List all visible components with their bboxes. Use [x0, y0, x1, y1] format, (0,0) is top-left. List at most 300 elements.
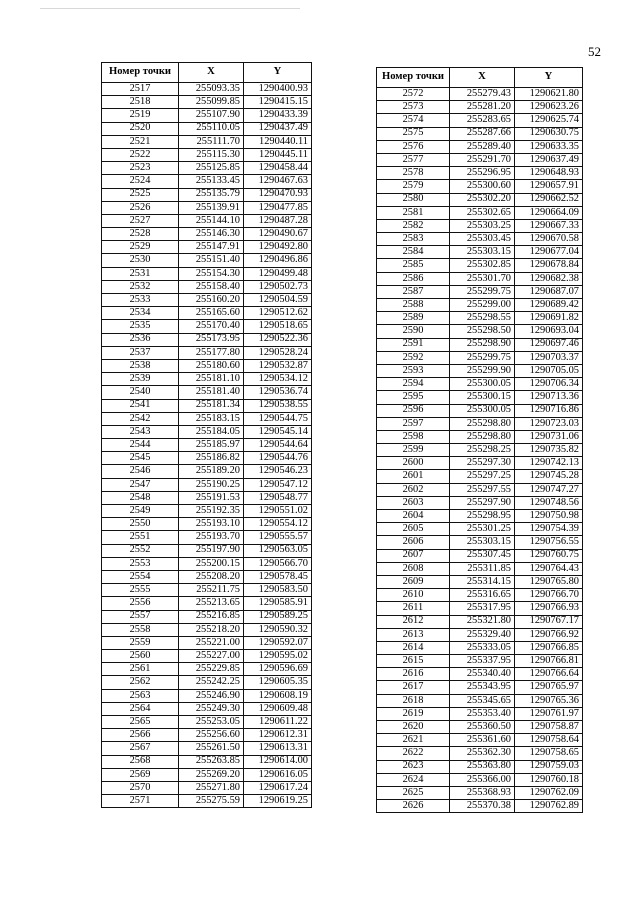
table-row — [102, 795, 312, 808]
table-row — [102, 636, 312, 649]
x-coordinate-cell: 255181.10 — [179, 373, 244, 386]
x-coordinate-cell: 255227.00 — [179, 650, 244, 663]
y-coordinate-cell: 1290706.34 — [515, 378, 583, 391]
point-number-cell: 2610 — [377, 589, 450, 602]
point-number-cell: 2617 — [377, 681, 450, 694]
table-row — [102, 280, 312, 293]
point-number-cell: 2561 — [102, 663, 179, 676]
point-number-cell: 2624 — [377, 773, 450, 786]
point-number-cell: 2614 — [377, 641, 450, 654]
point-number-cell: 2584 — [377, 246, 450, 259]
x-coordinate-cell: 255297.25 — [450, 470, 515, 483]
point-number-cell: 2579 — [377, 180, 450, 193]
y-coordinate-cell: 1290750.98 — [515, 510, 583, 523]
point-number-cell: 2619 — [377, 707, 450, 720]
x-coordinate-cell: 255302.85 — [450, 259, 515, 272]
y-coordinate-cell: 1290766.92 — [515, 628, 583, 641]
point-number-cell: 2600 — [377, 457, 450, 470]
x-coordinate-cell: 255249.30 — [179, 702, 244, 715]
y-coordinate-cell: 1290592.07 — [244, 636, 312, 649]
point-number-cell: 2570 — [102, 781, 179, 794]
table-row — [102, 162, 312, 175]
y-coordinate-cell: 1290534.12 — [244, 373, 312, 386]
x-coordinate-cell: 255229.85 — [179, 663, 244, 676]
x-coordinate-cell: 255135.79 — [179, 188, 244, 201]
x-coordinate-cell: 255303.45 — [450, 233, 515, 246]
x-coordinate-cell: 255300.60 — [450, 180, 515, 193]
table-row — [377, 127, 583, 140]
table-row — [102, 781, 312, 794]
table-row — [102, 584, 312, 597]
y-coordinate-cell: 1290745.28 — [515, 470, 583, 483]
x-coordinate-cell: 255191.53 — [179, 491, 244, 504]
point-number-cell: 2625 — [377, 786, 450, 799]
x-coordinate-cell: 255107.90 — [179, 109, 244, 122]
y-coordinate-cell: 1290548.77 — [244, 491, 312, 504]
y-coordinate-cell: 1290445.11 — [244, 148, 312, 161]
table-body-left — [102, 83, 312, 808]
y-coordinate-cell: 1290613.31 — [244, 742, 312, 755]
table-row — [377, 668, 583, 681]
table-row — [102, 175, 312, 188]
table-row — [102, 570, 312, 583]
x-coordinate-cell: 255147.91 — [179, 241, 244, 254]
y-coordinate-cell: 1290612.31 — [244, 729, 312, 742]
y-coordinate-cell: 1290566.70 — [244, 557, 312, 570]
y-coordinate-cell: 1290605.35 — [244, 676, 312, 689]
x-coordinate-cell: 255298.90 — [450, 338, 515, 351]
point-number-cell: 2540 — [102, 386, 179, 399]
x-coordinate-cell: 255177.80 — [179, 346, 244, 359]
table-row — [377, 786, 583, 799]
point-number-cell: 2558 — [102, 623, 179, 636]
y-coordinate-cell: 1290723.03 — [515, 417, 583, 430]
y-coordinate-cell: 1290608.19 — [244, 689, 312, 702]
x-coordinate-cell: 255271.80 — [179, 781, 244, 794]
point-number-cell: 2565 — [102, 716, 179, 729]
table-header-row — [102, 63, 312, 83]
point-number-cell: 2591 — [377, 338, 450, 351]
x-coordinate-cell: 255303.25 — [450, 219, 515, 232]
point-number-cell: 2595 — [377, 391, 450, 404]
x-coordinate-cell: 255253.05 — [179, 716, 244, 729]
y-coordinate-cell: 1290630.75 — [515, 127, 583, 140]
x-coordinate-cell: 255343.95 — [450, 681, 515, 694]
point-number-cell: 2594 — [377, 378, 450, 391]
table-row — [377, 285, 583, 298]
table-row — [102, 518, 312, 531]
point-number-cell: 2530 — [102, 254, 179, 267]
x-coordinate-cell: 255221.00 — [179, 636, 244, 649]
x-coordinate-cell: 255302.20 — [450, 193, 515, 206]
y-coordinate-cell: 1290762.09 — [515, 786, 583, 799]
table-row — [377, 470, 583, 483]
y-coordinate-cell: 1290433.39 — [244, 109, 312, 122]
point-number-cell: 2536 — [102, 333, 179, 346]
point-number-cell: 2523 — [102, 162, 179, 175]
point-number-cell: 2528 — [102, 228, 179, 241]
point-number-cell: 2524 — [102, 175, 179, 188]
x-coordinate-cell: 255146.30 — [179, 228, 244, 241]
point-number-cell: 2623 — [377, 760, 450, 773]
table-row — [102, 702, 312, 715]
table-row — [102, 399, 312, 412]
y-coordinate-cell: 1290545.14 — [244, 425, 312, 438]
y-coordinate-cell: 1290693.04 — [515, 325, 583, 338]
table-row — [102, 294, 312, 307]
table-row — [102, 122, 312, 135]
point-number-cell: 2596 — [377, 404, 450, 417]
table-row — [102, 346, 312, 359]
y-coordinate-cell: 1290596.69 — [244, 663, 312, 676]
table-row — [377, 721, 583, 734]
y-coordinate-cell: 1290614.00 — [244, 755, 312, 768]
x-coordinate-cell: 255283.65 — [450, 114, 515, 127]
x-coordinate-cell: 255316.65 — [450, 589, 515, 602]
point-number-cell: 2606 — [377, 536, 450, 549]
x-coordinate-cell: 255275.59 — [179, 795, 244, 808]
x-coordinate-cell: 255144.10 — [179, 214, 244, 227]
table-row — [377, 496, 583, 509]
x-coordinate-cell: 255345.65 — [450, 694, 515, 707]
table-row — [377, 773, 583, 786]
x-coordinate-cell: 255299.75 — [450, 351, 515, 364]
table-row — [377, 641, 583, 654]
y-coordinate-cell: 1290504.59 — [244, 294, 312, 307]
x-coordinate-cell: 255287.66 — [450, 127, 515, 140]
scan-artifact-line — [40, 8, 300, 12]
point-number-cell: 2609 — [377, 575, 450, 588]
point-number-cell: 2557 — [102, 610, 179, 623]
point-number-cell: 2538 — [102, 359, 179, 372]
x-coordinate-cell: 255180.60 — [179, 359, 244, 372]
y-coordinate-cell: 1290637.49 — [515, 153, 583, 166]
point-number-cell: 2569 — [102, 768, 179, 781]
x-coordinate-cell: 255213.65 — [179, 597, 244, 610]
x-coordinate-cell: 255298.80 — [450, 417, 515, 430]
table-row — [377, 510, 583, 523]
point-number-cell: 2604 — [377, 510, 450, 523]
x-coordinate-cell: 255300.05 — [450, 378, 515, 391]
point-number-cell: 2532 — [102, 280, 179, 293]
point-number-cell: 2616 — [377, 668, 450, 681]
x-coordinate-cell: 255208.20 — [179, 570, 244, 583]
y-coordinate-cell: 1290667.33 — [515, 219, 583, 232]
y-coordinate-cell: 1290716.86 — [515, 404, 583, 417]
table-row — [102, 478, 312, 491]
table-row — [102, 676, 312, 689]
point-number-cell: 2590 — [377, 325, 450, 338]
y-coordinate-cell: 1290609.48 — [244, 702, 312, 715]
point-number-cell: 2572 — [377, 88, 450, 101]
point-number-cell: 2622 — [377, 747, 450, 760]
x-coordinate-cell: 255302.65 — [450, 206, 515, 219]
point-number-cell: 2613 — [377, 628, 450, 641]
table-row — [377, 153, 583, 166]
y-coordinate-cell: 1290758.87 — [515, 721, 583, 734]
y-coordinate-cell: 1290758.65 — [515, 747, 583, 760]
x-coordinate-cell: 255362.30 — [450, 747, 515, 760]
table-row — [102, 768, 312, 781]
x-coordinate-cell: 255125.85 — [179, 162, 244, 175]
y-coordinate-cell: 1290754.39 — [515, 523, 583, 536]
point-number-cell: 2587 — [377, 285, 450, 298]
y-coordinate-cell: 1290765.97 — [515, 681, 583, 694]
point-number-cell: 2553 — [102, 557, 179, 570]
x-coordinate-cell: 255218.20 — [179, 623, 244, 636]
table-row — [102, 544, 312, 557]
point-number-cell: 2577 — [377, 153, 450, 166]
header-x: X — [450, 68, 515, 88]
point-number-cell: 2621 — [377, 734, 450, 747]
x-coordinate-cell: 255170.40 — [179, 320, 244, 333]
point-number-cell: 2566 — [102, 729, 179, 742]
point-number-cell: 2556 — [102, 597, 179, 610]
point-number-cell: 2575 — [377, 127, 450, 140]
x-coordinate-cell: 255298.25 — [450, 444, 515, 457]
x-coordinate-cell: 255281.20 — [450, 101, 515, 114]
header-point-number: Номер точки — [377, 68, 450, 88]
point-number-cell: 2517 — [102, 83, 179, 96]
x-coordinate-cell: 255333.05 — [450, 641, 515, 654]
x-coordinate-cell: 255298.95 — [450, 510, 515, 523]
table-row — [102, 465, 312, 478]
x-coordinate-cell: 255301.70 — [450, 272, 515, 285]
x-coordinate-cell: 255151.40 — [179, 254, 244, 267]
coordinates-table-left — [101, 62, 312, 808]
table-header-row — [377, 68, 583, 88]
x-coordinate-cell: 255353.40 — [450, 707, 515, 720]
table-row — [102, 623, 312, 636]
table-row — [102, 188, 312, 201]
table-row — [377, 523, 583, 536]
y-coordinate-cell: 1290546.23 — [244, 465, 312, 478]
y-coordinate-cell: 1290766.70 — [515, 589, 583, 602]
table-row — [102, 597, 312, 610]
y-coordinate-cell: 1290611.22 — [244, 716, 312, 729]
table-row — [377, 694, 583, 707]
x-coordinate-cell: 255261.50 — [179, 742, 244, 755]
table-row — [377, 734, 583, 747]
y-coordinate-cell: 1290742.13 — [515, 457, 583, 470]
y-coordinate-cell: 1290633.35 — [515, 140, 583, 153]
x-coordinate-cell: 255297.55 — [450, 483, 515, 496]
table-body-right — [377, 88, 583, 813]
x-coordinate-cell: 255115.30 — [179, 148, 244, 161]
header-x: X — [179, 63, 244, 83]
y-coordinate-cell: 1290619.25 — [244, 795, 312, 808]
table-row — [377, 88, 583, 101]
table-row — [377, 747, 583, 760]
x-coordinate-cell: 255303.15 — [450, 246, 515, 259]
y-coordinate-cell: 1290766.81 — [515, 655, 583, 668]
y-coordinate-cell: 1290731.06 — [515, 430, 583, 443]
table-row — [102, 83, 312, 96]
table-row — [377, 444, 583, 457]
point-number-cell: 2573 — [377, 101, 450, 114]
point-number-cell: 2531 — [102, 267, 179, 280]
y-coordinate-cell: 1290440.11 — [244, 135, 312, 148]
x-coordinate-cell: 255185.97 — [179, 439, 244, 452]
table-row — [102, 214, 312, 227]
x-coordinate-cell: 255279.43 — [450, 88, 515, 101]
point-number-cell: 2542 — [102, 412, 179, 425]
point-number-cell: 2593 — [377, 364, 450, 377]
table-row — [377, 575, 583, 588]
x-coordinate-cell: 255298.50 — [450, 325, 515, 338]
table-row — [102, 267, 312, 280]
y-coordinate-cell: 1290544.64 — [244, 439, 312, 452]
y-coordinate-cell: 1290544.76 — [244, 452, 312, 465]
y-coordinate-cell: 1290555.57 — [244, 531, 312, 544]
x-coordinate-cell: 255300.15 — [450, 391, 515, 404]
point-number-cell: 2549 — [102, 505, 179, 518]
point-number-cell: 2541 — [102, 399, 179, 412]
table-row — [377, 364, 583, 377]
y-coordinate-cell: 1290437.49 — [244, 122, 312, 135]
point-number-cell: 2607 — [377, 549, 450, 562]
table-row — [102, 452, 312, 465]
table-row — [102, 386, 312, 399]
x-coordinate-cell: 255329.40 — [450, 628, 515, 641]
table-row — [102, 307, 312, 320]
table-row — [102, 148, 312, 161]
x-coordinate-cell: 255299.75 — [450, 285, 515, 298]
point-number-cell: 2597 — [377, 417, 450, 430]
x-coordinate-cell: 255193.70 — [179, 531, 244, 544]
table-row — [377, 233, 583, 246]
y-coordinate-cell: 1290767.17 — [515, 615, 583, 628]
x-coordinate-cell: 255301.25 — [450, 523, 515, 536]
x-coordinate-cell: 255263.85 — [179, 755, 244, 768]
table-row — [377, 681, 583, 694]
y-coordinate-cell: 1290766.85 — [515, 641, 583, 654]
y-coordinate-cell: 1290764.43 — [515, 562, 583, 575]
y-coordinate-cell: 1290748.56 — [515, 496, 583, 509]
point-number-cell: 2615 — [377, 655, 450, 668]
y-coordinate-cell: 1290664.09 — [515, 206, 583, 219]
x-coordinate-cell: 255361.60 — [450, 734, 515, 747]
table-row — [102, 96, 312, 109]
table-row — [377, 219, 583, 232]
y-coordinate-cell: 1290705.05 — [515, 364, 583, 377]
x-coordinate-cell: 255111.70 — [179, 135, 244, 148]
point-number-cell: 2598 — [377, 430, 450, 443]
x-coordinate-cell: 255298.55 — [450, 312, 515, 325]
y-coordinate-cell: 1290547.12 — [244, 478, 312, 491]
point-number-cell: 2525 — [102, 188, 179, 201]
y-coordinate-cell: 1290697.46 — [515, 338, 583, 351]
x-coordinate-cell: 255297.90 — [450, 496, 515, 509]
point-number-cell: 2589 — [377, 312, 450, 325]
x-coordinate-cell: 255211.75 — [179, 584, 244, 597]
point-number-cell: 2551 — [102, 531, 179, 544]
point-number-cell: 2568 — [102, 755, 179, 768]
table-row — [102, 491, 312, 504]
y-coordinate-cell: 1290765.36 — [515, 694, 583, 707]
y-coordinate-cell: 1290760.18 — [515, 773, 583, 786]
y-coordinate-cell: 1290648.93 — [515, 167, 583, 180]
table-row — [377, 602, 583, 615]
table-row — [377, 800, 583, 813]
table-row — [102, 729, 312, 742]
table-row — [377, 549, 583, 562]
table-row — [102, 241, 312, 254]
table-row — [377, 246, 583, 259]
point-number-cell: 2620 — [377, 721, 450, 734]
table-row — [377, 140, 583, 153]
x-coordinate-cell: 255133.45 — [179, 175, 244, 188]
point-number-cell: 2618 — [377, 694, 450, 707]
table-row — [102, 610, 312, 623]
coordinates-table-right — [376, 67, 583, 813]
table-row — [377, 351, 583, 364]
y-coordinate-cell: 1290625.74 — [515, 114, 583, 127]
y-coordinate-cell: 1290585.91 — [244, 597, 312, 610]
table-row — [102, 755, 312, 768]
point-number-cell: 2567 — [102, 742, 179, 755]
point-number-cell: 2520 — [102, 122, 179, 135]
table-row — [377, 589, 583, 602]
table-row — [377, 259, 583, 272]
point-number-cell: 2534 — [102, 307, 179, 320]
y-coordinate-cell: 1290522.36 — [244, 333, 312, 346]
table-row — [102, 201, 312, 214]
point-number-cell: 2581 — [377, 206, 450, 219]
table-row — [102, 109, 312, 122]
y-coordinate-cell: 1290617.24 — [244, 781, 312, 794]
x-coordinate-cell: 255366.00 — [450, 773, 515, 786]
y-coordinate-cell: 1290762.89 — [515, 800, 583, 813]
x-coordinate-cell: 255298.80 — [450, 430, 515, 443]
y-coordinate-cell: 1290583.50 — [244, 584, 312, 597]
table-row — [377, 430, 583, 443]
table-row — [377, 417, 583, 430]
point-number-cell: 2611 — [377, 602, 450, 615]
point-number-cell: 2586 — [377, 272, 450, 285]
point-number-cell: 2571 — [102, 795, 179, 808]
x-coordinate-cell: 255190.25 — [179, 478, 244, 491]
x-coordinate-cell: 255184.05 — [179, 425, 244, 438]
table-row — [102, 425, 312, 438]
table-row — [377, 404, 583, 417]
table-row — [377, 325, 583, 338]
x-coordinate-cell: 255363.80 — [450, 760, 515, 773]
point-number-cell: 2626 — [377, 800, 450, 813]
point-number-cell: 2552 — [102, 544, 179, 557]
point-number-cell: 2529 — [102, 241, 179, 254]
point-number-cell: 2537 — [102, 346, 179, 359]
y-coordinate-cell: 1290623.26 — [515, 101, 583, 114]
y-coordinate-cell: 1290687.07 — [515, 285, 583, 298]
table-row — [102, 650, 312, 663]
table-row — [377, 312, 583, 325]
y-coordinate-cell: 1290518.65 — [244, 320, 312, 333]
x-coordinate-cell: 255368.93 — [450, 786, 515, 799]
header-point-number: Номер точки — [102, 63, 179, 83]
x-coordinate-cell: 255269.20 — [179, 768, 244, 781]
table-row — [377, 536, 583, 549]
y-coordinate-cell: 1290756.55 — [515, 536, 583, 549]
x-coordinate-cell: 255317.95 — [450, 602, 515, 615]
y-coordinate-cell: 1290467.63 — [244, 175, 312, 188]
y-coordinate-cell: 1290538.55 — [244, 399, 312, 412]
table-row — [377, 101, 583, 114]
x-coordinate-cell: 255099.85 — [179, 96, 244, 109]
point-number-cell: 2560 — [102, 650, 179, 663]
point-number-cell: 2518 — [102, 96, 179, 109]
x-coordinate-cell: 255311.85 — [450, 562, 515, 575]
